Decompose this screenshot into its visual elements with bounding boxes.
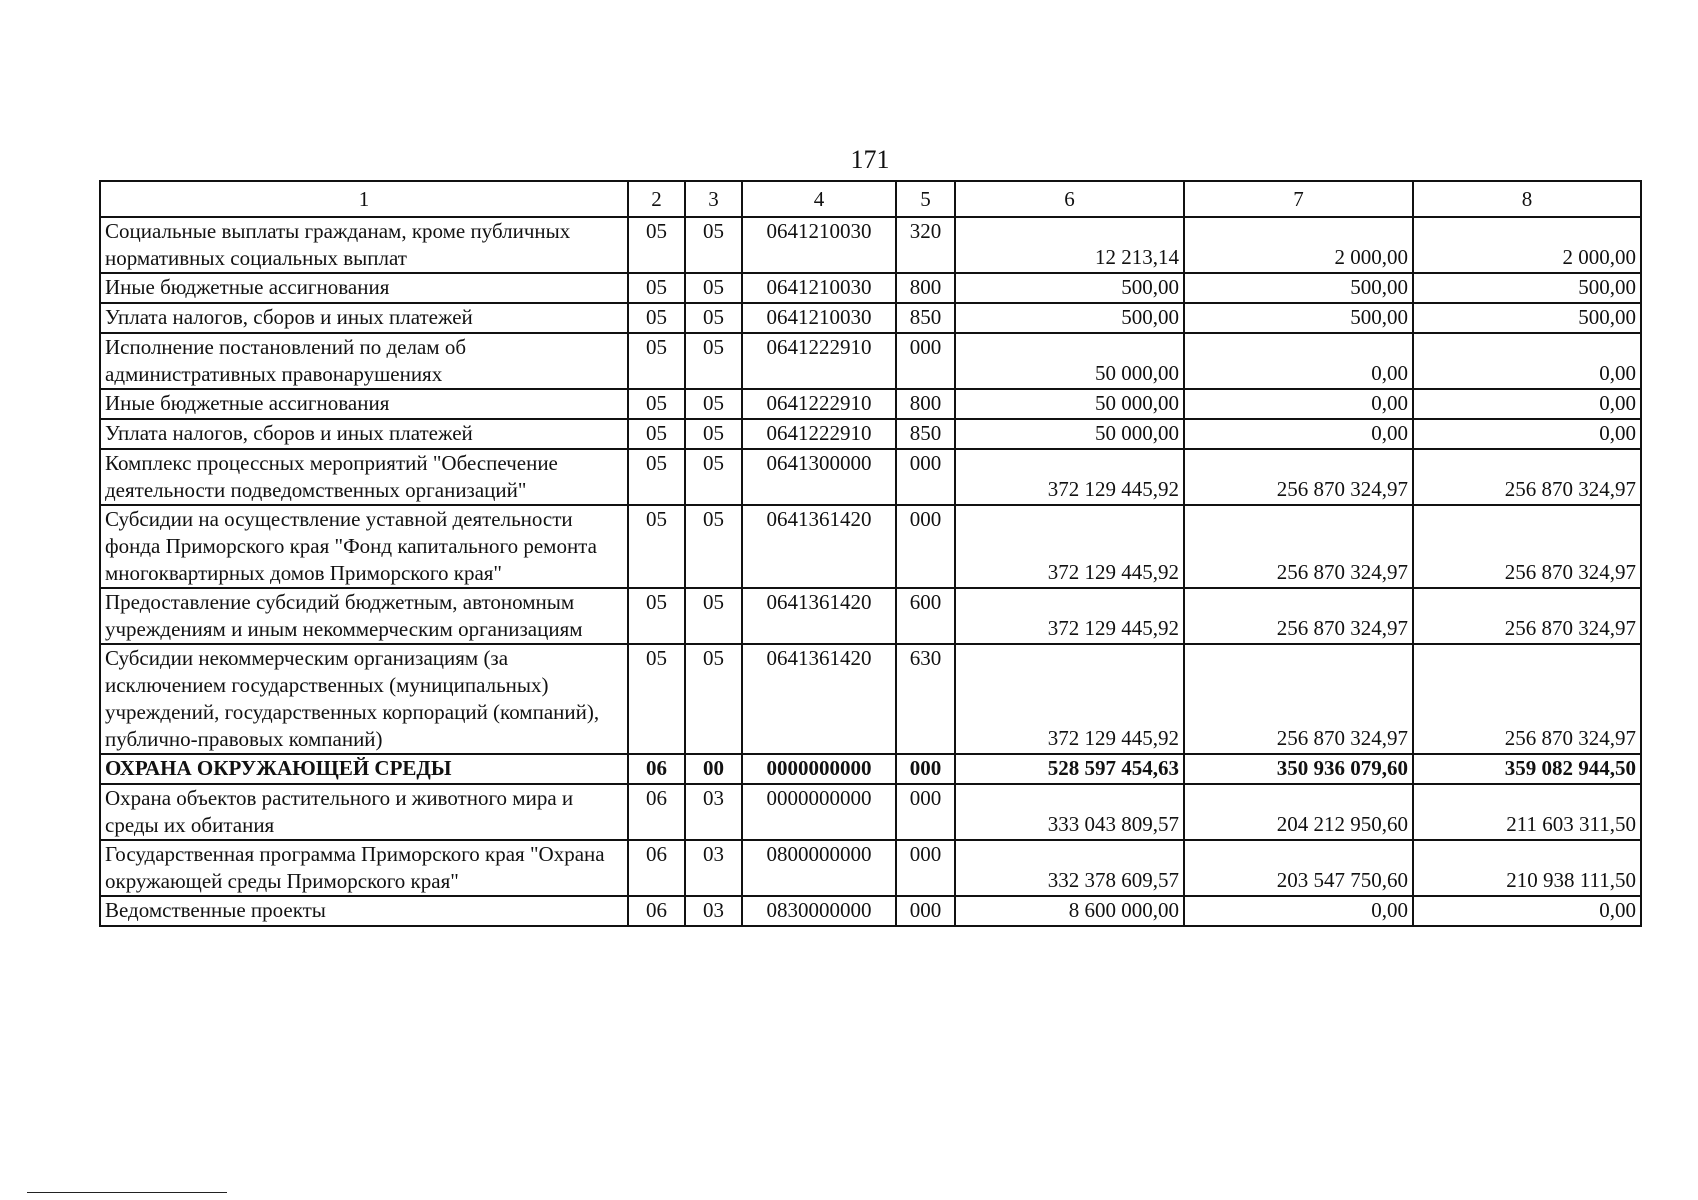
- table-row: [100, 840, 1641, 896]
- section-code-cell: 05: [628, 333, 685, 389]
- section-code-cell: 05: [628, 449, 685, 505]
- column-number-cell: 2: [628, 181, 685, 217]
- expense-type-cell: 000: [896, 754, 955, 784]
- amount-col8-cell: 0,00: [1413, 333, 1641, 389]
- target-article-cell: 0830000000: [742, 896, 896, 926]
- item-name-cell: Иные бюджетные ассигнования: [100, 273, 628, 303]
- table-row: [100, 389, 1641, 419]
- subsection-code-cell: 05: [685, 389, 742, 419]
- section-code-cell: 05: [628, 273, 685, 303]
- amount-col7-cell: 203 547 750,60: [1184, 840, 1413, 896]
- subsection-code-cell: 05: [685, 419, 742, 449]
- subsection-code-cell: 05: [685, 303, 742, 333]
- expense-type-cell: 850: [896, 419, 955, 449]
- item-name-cell: Предоставление субсидий бюджетным, автономным учреждениям и иным некоммерческим организациям: [100, 588, 628, 644]
- amount-col6-cell: 332 378 609,57: [955, 840, 1184, 896]
- amount-col6-cell: 372 129 445,92: [955, 505, 1184, 588]
- amount-col8-cell: 210 938 111,50: [1413, 840, 1641, 896]
- amount-col7-cell: 0,00: [1184, 389, 1413, 419]
- amount-col6-cell: 528 597 454,63: [955, 754, 1184, 784]
- table-row: [100, 333, 1641, 389]
- expense-type-cell: 630: [896, 644, 955, 754]
- target-article-cell: 0641210030: [742, 217, 896, 273]
- amount-col8-cell: 256 870 324,97: [1413, 449, 1641, 505]
- table-row: [100, 644, 1641, 754]
- table-row: [100, 896, 1641, 926]
- target-article-cell: 0641210030: [742, 303, 896, 333]
- amount-col7-cell: 256 870 324,97: [1184, 644, 1413, 754]
- target-article-cell: 0641210030: [742, 273, 896, 303]
- subsection-code-cell: 03: [685, 784, 742, 840]
- section-code-cell: 05: [628, 588, 685, 644]
- amount-col8-cell: 0,00: [1413, 389, 1641, 419]
- table-row: [100, 419, 1641, 449]
- budget-table: [99, 180, 1642, 927]
- amount-col8-cell: 256 870 324,97: [1413, 505, 1641, 588]
- item-name-cell: Комплекс процессных мероприятий "Обеспечение деятельности подведомственных организаций": [100, 449, 628, 505]
- table-row: [100, 505, 1641, 588]
- table-row: [100, 273, 1641, 303]
- expense-type-cell: 000: [896, 840, 955, 896]
- amount-col6-cell: 50 000,00: [955, 419, 1184, 449]
- expense-type-cell: 000: [896, 784, 955, 840]
- amount-col6-cell: 333 043 809,57: [955, 784, 1184, 840]
- amount-col7-cell: 256 870 324,97: [1184, 505, 1413, 588]
- amount-col8-cell: 2 000,00: [1413, 217, 1641, 273]
- amount-col7-cell: 0,00: [1184, 896, 1413, 926]
- section-code-cell: 05: [628, 419, 685, 449]
- amount-col6-cell: 8 600 000,00: [955, 896, 1184, 926]
- subsection-code-cell: 05: [685, 644, 742, 754]
- section-code-cell: 05: [628, 505, 685, 588]
- amount-col6-cell: 50 000,00: [955, 389, 1184, 419]
- column-number-cell: 5: [896, 181, 955, 217]
- item-name-cell: Ведомственные проекты: [100, 896, 628, 926]
- amount-col6-cell: 500,00: [955, 303, 1184, 333]
- column-number-cell: 3: [685, 181, 742, 217]
- column-number-cell: 1: [100, 181, 628, 217]
- subsection-code-cell: 05: [685, 217, 742, 273]
- section-code-cell: 06: [628, 840, 685, 896]
- section-code-cell: 05: [628, 389, 685, 419]
- item-name-cell: Субсидии на осуществление уставной деятельности фонда Приморского края "Фонд капитального ремонта многоквартирных домов Приморского края": [100, 505, 628, 588]
- target-article-cell: 0641361420: [742, 588, 896, 644]
- column-number-cell: 4: [742, 181, 896, 217]
- amount-col7-cell: 256 870 324,97: [1184, 588, 1413, 644]
- expense-type-cell: 320: [896, 217, 955, 273]
- table-row: [100, 217, 1641, 273]
- table-row: [100, 784, 1641, 840]
- item-name-cell: Уплата налогов, сборов и иных платежей: [100, 419, 628, 449]
- expense-type-cell: 000: [896, 896, 955, 926]
- subsection-code-cell: 00: [685, 754, 742, 784]
- amount-col6-cell: 12 213,14: [955, 217, 1184, 273]
- amount-col8-cell: 0,00: [1413, 419, 1641, 449]
- section-code-cell: 05: [628, 303, 685, 333]
- amount-col7-cell: 500,00: [1184, 273, 1413, 303]
- column-number-cell: 8: [1413, 181, 1641, 217]
- amount-col6-cell: 372 129 445,92: [955, 449, 1184, 505]
- target-article-cell: 0641300000: [742, 449, 896, 505]
- amount-col7-cell: 500,00: [1184, 303, 1413, 333]
- table-row: [100, 449, 1641, 505]
- amount-col7-cell: 0,00: [1184, 333, 1413, 389]
- amount-col7-cell: 256 870 324,97: [1184, 449, 1413, 505]
- section-code-cell: 05: [628, 644, 685, 754]
- target-article-cell: 0000000000: [742, 784, 896, 840]
- section-code-cell: 06: [628, 896, 685, 926]
- amount-col6-cell: 372 129 445,92: [955, 644, 1184, 754]
- expense-type-cell: 850: [896, 303, 955, 333]
- amount-col8-cell: 359 082 944,50: [1413, 754, 1641, 784]
- item-name-cell: ОХРАНА ОКРУЖАЮЩЕЙ СРЕДЫ: [100, 754, 628, 784]
- column-number-row: [100, 181, 1641, 217]
- section-total-row: [100, 754, 1641, 784]
- section-code-cell: 06: [628, 754, 685, 784]
- item-name-cell: Уплата налогов, сборов и иных платежей: [100, 303, 628, 333]
- column-number-cell: 6: [955, 181, 1184, 217]
- amount-col7-cell: 204 212 950,60: [1184, 784, 1413, 840]
- table-row: [100, 588, 1641, 644]
- target-article-cell: 0641222910: [742, 419, 896, 449]
- table-row: [100, 303, 1641, 333]
- amount-col6-cell: 500,00: [955, 273, 1184, 303]
- item-name-cell: Государственная программа Приморского края "Охрана окружающей среды Приморского края": [100, 840, 628, 896]
- item-name-cell: Охрана объектов растительного и животного мира и среды их обитания: [100, 784, 628, 840]
- amount-col6-cell: 50 000,00: [955, 333, 1184, 389]
- expense-type-cell: 000: [896, 449, 955, 505]
- amount-col7-cell: 350 936 079,60: [1184, 754, 1413, 784]
- expense-type-cell: 600: [896, 588, 955, 644]
- subsection-code-cell: 05: [685, 449, 742, 505]
- item-name-cell: Иные бюджетные ассигнования: [100, 389, 628, 419]
- footnote-separator-line: [27, 1192, 227, 1193]
- amount-col7-cell: 2 000,00: [1184, 217, 1413, 273]
- amount-col8-cell: 0,00: [1413, 896, 1641, 926]
- subsection-code-cell: 03: [685, 840, 742, 896]
- item-name-cell: Исполнение постановлений по делам об административных правонарушениях: [100, 333, 628, 389]
- amount-col8-cell: 500,00: [1413, 273, 1641, 303]
- target-article-cell: 0641222910: [742, 389, 896, 419]
- page-number: 171: [850, 145, 890, 174]
- expense-type-cell: 000: [896, 505, 955, 588]
- amount-col6-cell: 372 129 445,92: [955, 588, 1184, 644]
- subsection-code-cell: 05: [685, 273, 742, 303]
- target-article-cell: 0641361420: [742, 505, 896, 588]
- expense-type-cell: 800: [896, 389, 955, 419]
- subsection-code-cell: 05: [685, 505, 742, 588]
- target-article-cell: 0000000000: [742, 754, 896, 784]
- column-number-cell: 7: [1184, 181, 1413, 217]
- expense-type-cell: 000: [896, 333, 955, 389]
- amount-col8-cell: 211 603 311,50: [1413, 784, 1641, 840]
- amount-col8-cell: 256 870 324,97: [1413, 588, 1641, 644]
- expense-type-cell: 800: [896, 273, 955, 303]
- item-name-cell: Субсидии некоммерческим организациям (за исключением государственных (муниципальных) учреждений, государственных корпораций (компаний), публично-правовых компаний): [100, 644, 628, 754]
- subsection-code-cell: 05: [685, 333, 742, 389]
- target-article-cell: 0641361420: [742, 644, 896, 754]
- target-article-cell: 0800000000: [742, 840, 896, 896]
- amount-col8-cell: 500,00: [1413, 303, 1641, 333]
- amount-col8-cell: 256 870 324,97: [1413, 644, 1641, 754]
- amount-col7-cell: 0,00: [1184, 419, 1413, 449]
- target-article-cell: 0641222910: [742, 333, 896, 389]
- item-name-cell: Социальные выплаты гражданам, кроме публичных нормативных социальных выплат: [100, 217, 628, 273]
- subsection-code-cell: 03: [685, 896, 742, 926]
- subsection-code-cell: 05: [685, 588, 742, 644]
- section-code-cell: 06: [628, 784, 685, 840]
- section-code-cell: 05: [628, 217, 685, 273]
